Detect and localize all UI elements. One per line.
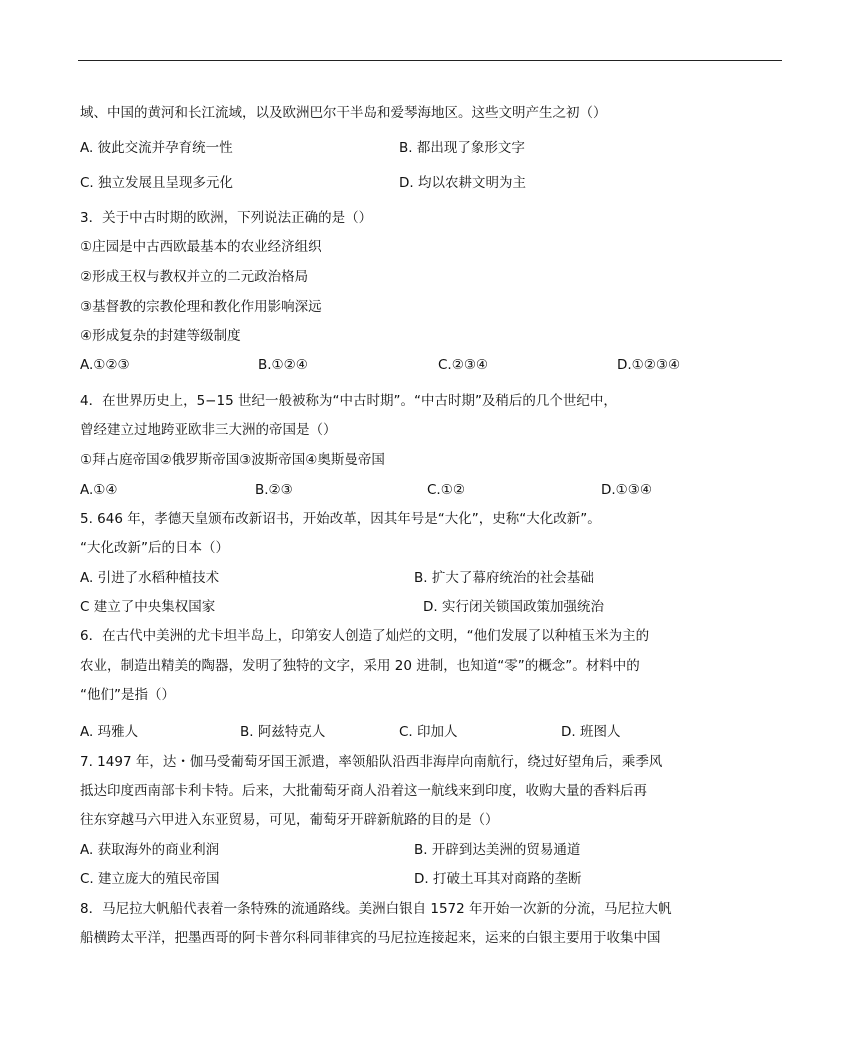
question-3-stem: 3．关于中古时期的欧洲，下列说法正确的是（）	[80, 210, 373, 226]
question-4-stem-cont: 曾经建立过地跨亚欧非三大洲的帝国是（）	[80, 422, 337, 438]
option-d: D. 打破土耳其对商路的垄断	[414, 871, 582, 887]
option-a: A. 获取海外的商业利润	[80, 842, 220, 858]
question-6-stem-cont: 农业，制造出精美的陶器，发明了独特的文字，采用 20 进制，也知道“零”的概念”。材料中的	[80, 658, 640, 674]
question-5-stem: 5. 646 年，孝德天皇颁布改新诏书，开始改革，因其年号是“大化”，史称“大化改新”。	[80, 511, 601, 527]
header-rule	[78, 60, 782, 61]
question-8-stem: 8．马尼拉大帆船代表着一条特殊的流通路线。美洲白银自 1572 年开始一次新的分流，马尼拉大帆	[80, 901, 672, 917]
option-a: A.①②③	[80, 357, 130, 373]
option-b: B. 都出现了象形文字	[399, 140, 525, 156]
option-d: D.①②③④	[617, 357, 681, 373]
option-c: C. 建立庞大的殖民帝国	[80, 871, 220, 887]
option-b: B. 扩大了幕府统治的社会基础	[414, 570, 594, 586]
option-c: C.②③④	[438, 357, 489, 373]
statement-list: ①拜占庭帝国②俄罗斯帝国③波斯帝国④奥斯曼帝国	[80, 452, 385, 468]
question-8-stem-cont: 船横跨太平洋，把墨西哥的阿卡普尔科同菲律宾的马尼拉连接起来，运来的白银主要用于收集中国	[80, 930, 661, 946]
question-4-stem: 4．在世界历史上，5−15 世纪一般被称为“中古时期”。“中古时期”及稍后的几个世纪中，	[80, 393, 617, 409]
option-c: C.①②	[427, 482, 465, 498]
question-5-stem-cont: “大化改新”后的日本（）	[80, 540, 229, 556]
statement-3: ③基督教的宗教伦理和教化作用影响深远	[80, 299, 322, 315]
option-a: A. 彼此交流并孕育统一性	[80, 140, 233, 156]
option-d: D.①③④	[601, 482, 652, 498]
option-b: B. 阿兹特克人	[240, 724, 326, 740]
option-a: A. 玛雅人	[80, 724, 139, 740]
question-7-stem: 7. 1497 年，达・伽马受葡萄牙国王派遣，率领船队沿西非海岸向南航行，绕过好望角后，乘季风	[80, 754, 663, 770]
option-c: C. 印加人	[399, 724, 458, 740]
option-c: C. 独立发展且呈现多元化	[80, 175, 234, 191]
option-c: C 建立了中央集权国家	[80, 599, 216, 615]
option-a: A. 引进了水稻种植技术	[80, 570, 220, 586]
question-6-stem: 6．在古代中美洲的尤卡坦半岛上，印第安人创造了灿烂的文明，“他们发展了以种植玉米为主的	[80, 628, 650, 644]
option-d: D. 实行闭关锁国政策加强统治	[423, 599, 604, 615]
question-7-stem-end: 往东穿越马六甲进入东亚贸易，可见，葡萄牙开辟新航路的目的是（）	[80, 812, 499, 828]
question-7-stem-cont: 抵达印度西南部卡利卡特。后来，大批葡萄牙商人沿着这一航线来到印度，收购大量的香料后再	[80, 783, 647, 799]
statement-4: ④形成复杂的封建等级制度	[80, 328, 241, 344]
statement-1: ①庄园是中古西欧最基本的农业经济组织	[80, 239, 322, 255]
option-d: D. 班图人	[561, 724, 621, 740]
option-b: B. 开辟到达美洲的贸易通道	[414, 842, 581, 858]
option-b: B.②③	[255, 482, 293, 498]
question-text: 域、中国的黄河和长江流域，以及欧洲巴尔干半岛和爱琴海地区。这些文明产生之初（）	[80, 105, 607, 121]
option-b: B.①②④	[258, 357, 308, 373]
option-a: A.①④	[80, 482, 118, 498]
question-6-stem-end: “他们”是指（）	[80, 687, 175, 703]
statement-2: ②形成王权与教权并立的二元政治格局	[80, 269, 309, 285]
option-d: D. 均以农耕文明为主	[399, 175, 526, 191]
